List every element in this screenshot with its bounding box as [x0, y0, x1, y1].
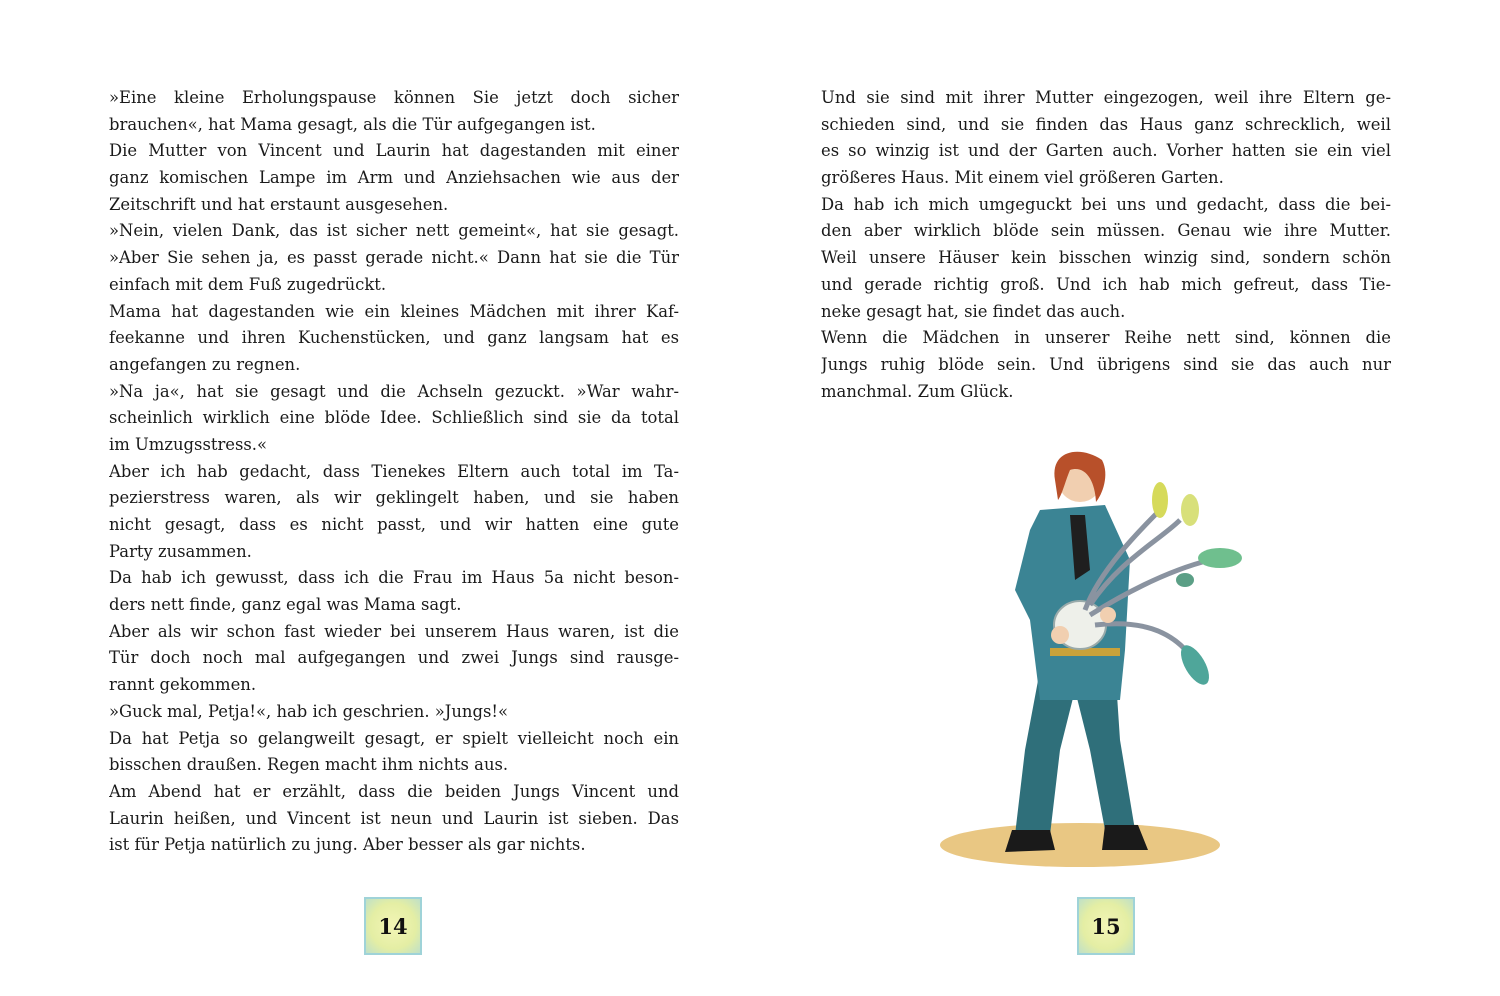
text-line: angefangen zu regnen. [109, 354, 301, 374]
text-line: ders nett finde, ganz egal was Mama sagt. [109, 595, 462, 615]
paragraph [109, 619, 679, 699]
paragraph [109, 726, 679, 779]
text-line: neke gesagt hat, sie findet das auch. [821, 301, 1126, 321]
paragraph [109, 699, 679, 726]
paragraph [109, 379, 679, 459]
text-line: schieden sind, und sie finden das Haus ganz schrecklich, weil [821, 114, 1391, 134]
illustration-woman-with-lamp [890, 420, 1290, 870]
text-line: »Guck mal, Petja!«, hab ich geschrien. »Jungs!« [109, 701, 508, 721]
text-line: und gerade richtig groß. Und ich hab mich gefreut, dass Tie- [821, 274, 1391, 294]
text-line: im Umzugsstress.« [109, 434, 268, 454]
paragraph [109, 459, 679, 566]
paragraph [109, 565, 679, 618]
text-line: größeres Haus. Mit einem viel größeren Garten. [821, 168, 1224, 188]
paragraph [109, 85, 679, 138]
paragraph [109, 218, 679, 298]
right-page-text [821, 85, 1391, 405]
text-line: »Na ja«, hat sie gesagt und die Achseln gezuckt. »War wahr- [109, 381, 679, 401]
ground-shadow [940, 823, 1220, 867]
text-line: Weil unsere Häuser kein bisschen winzig sind, sondern schön [821, 248, 1391, 268]
text-line: Aber als wir schon fast wieder bei unserem Haus waren, ist die [109, 621, 679, 641]
text-line: scheinlich wirklich eine blöde Idee. Schließlich sind sie da total [109, 408, 679, 428]
text-line: einfach mit dem Fuß zugedrückt. [109, 274, 387, 294]
text-line: den aber wirklich blöde sein müssen. Genau wie ihre Mutter. [821, 221, 1391, 241]
text-line: Aber ich hab gedacht, dass Tienekes Eltern auch total im Ta- [109, 461, 679, 481]
text-line: ist für Petja natürlich zu jung. Aber besser als gar nichts. [109, 835, 586, 855]
text-line: bisschen draußen. Regen macht ihm nichts aus. [109, 755, 509, 775]
paragraph [109, 138, 679, 218]
text-line: feekanne und ihren Kuchenstücken, und ganz langsam hat es [109, 328, 679, 348]
text-line: Laurin heißen, und Vincent ist neun und Laurin ist sieben. Das [109, 808, 679, 828]
page-number-right: 15 [1077, 897, 1135, 955]
text-line: Und sie sind mit ihrer Mutter eingezogen, weil ihre Eltern ge- [821, 88, 1391, 107]
text-line: »Nein, vielen Dank, das ist sicher nett gemeint«, hat sie gesagt. [109, 221, 679, 241]
text-line: rannt gekommen. [109, 675, 257, 695]
text-line: nicht gesagt, dass es nicht passt, und wir hatten eine gute [109, 515, 679, 534]
text-line: Jungs ruhig blöde sein. Und übrigens sind sie das auch nur [821, 354, 1391, 374]
text-line: ganz komischen Lampe im Arm und Anziehsachen wie aus der [109, 168, 679, 188]
paragraph [821, 192, 1391, 325]
paragraph [821, 85, 1391, 192]
paragraph [109, 779, 679, 859]
left-page-text [109, 85, 679, 859]
text-line: Da hat Petja so gelangweilt gesagt, er spielt vielleicht noch ein [109, 728, 679, 748]
text-line: Am Abend hat er erzählt, dass die beiden Jungs Vincent und [109, 781, 679, 801]
page-number-left: 14 [364, 897, 422, 955]
text-line: Zeitschrift und hat erstaunt ausgesehen. [109, 194, 449, 214]
text-line: Da hab ich gewusst, dass ich die Frau im Haus 5a nicht beson- [109, 568, 679, 588]
text-line: Da hab ich mich umgeguckt bei uns und gedacht, dass die bei- [821, 194, 1391, 214]
text-line: »Eine kleine Erholungspause können Sie jetzt doch sicher [109, 88, 679, 107]
text-line: pezierstress waren, als wir geklingelt haben, und sie haben [109, 488, 679, 508]
text-line: Party zusammen. [109, 541, 252, 561]
paragraph [109, 299, 679, 379]
text-line: Mama hat dagestanden wie ein kleines Mädchen mit ihrer Kaf- [109, 301, 679, 321]
text-line: Die Mutter von Vincent und Laurin hat dagestanden mit einer [109, 141, 679, 161]
paragraph [821, 325, 1391, 405]
text-line: Wenn die Mädchen in unserer Reihe nett sind, können die [821, 328, 1391, 348]
text-line: es so winzig ist und der Garten auch. Vorher hatten sie ein viel [821, 141, 1391, 161]
text-line: »Aber Sie sehen ja, es passt gerade nicht.« Dann hat sie die Tür [109, 248, 679, 268]
text-line: brauchen«, hat Mama gesagt, als die Tür aufgegangen ist. [109, 114, 596, 134]
text-line: manchmal. Zum Glück. [821, 381, 1014, 401]
text-line: Tür doch noch mal aufgegangen und zwei Jungs sind rausge- [109, 648, 679, 668]
